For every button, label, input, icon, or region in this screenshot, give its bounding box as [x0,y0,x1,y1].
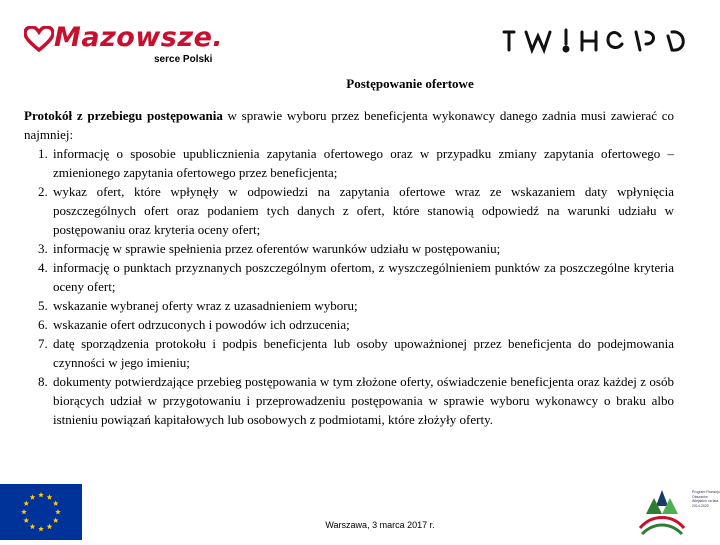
prow-caption: Program Rozwoju Obszarów Wiejskich na lata 2014-2020 [692,490,720,508]
prow-emblem-icon [632,484,692,540]
list-item: 1. informację o sposobie upublicznienia zapytania ofertowego oraz w przypadku zmiany zapytania ofertowego – zmienionego zapytania ofertowego przez beneficjenta; [51,144,674,182]
eu-star [55,509,61,514]
eu-flag-logo [0,484,82,540]
eu-star [30,524,36,529]
logo-tagline: serce Polski [154,54,213,65]
eu-star [21,509,27,514]
eu-star [53,518,59,523]
list-item: 5. wskazanie wybranej oferty wraz z uzasadnieniem wyboru; [51,296,674,315]
prow-logo [632,484,720,540]
list-item: 4. informację o punktach przyznanych poszczególnym ofertom, z wyszczególnieniem punktów za poszczególne kryteria oceny ofert; [51,258,674,296]
requirements-list [24,144,674,429]
list-item: 8. dokumenty potwierdzające przebieg postępowania w tym złożone oferty, oświadczenie beneficjenta oraz każdej z osób biorących udział w przygotowaniu i przeprowadzeniu postępowania w sprawie wyboru wykonawcy o braku albo istnieniu powiązań kapitałowych lub osobowych z podmiotami, które złożyły oferty. [51,372,674,429]
list-item: 7. datę sporządzenia protokołu i podpis beneficjenta lub osoby upoważnionej przez beneficjenta do podejmowania czynności w jego imieniu; [51,334,674,372]
eu-star [47,524,53,529]
footer-date: Warszawa, 3 marca 2017 r. [325,520,435,530]
intro-paragraph [24,106,674,144]
eu-stars-icon [0,484,82,540]
eu-star [47,494,53,499]
mazowsze-logo [24,22,229,66]
eu-star [38,526,44,531]
list-item: 2. wykaz ofert, które wpłynęły w odpowiedzi na zapytania ofertowe wraz ze wskazaniem daty wpłynięcia poszczególnych ofert oraz podaniem tych danych z ofert, które stanowią odpowiedź na warunki udziału w postępowaniu oraz kryteria oceny ofert; [51,182,674,239]
decorative-logo-right [500,26,705,54]
page-title: Postępowanie ofertowe [346,76,474,91]
intro-bold: Protokół z przebiegu postępowania [24,108,223,123]
eu-star [23,518,29,523]
eu-star [30,494,36,499]
list-item: 6. wskazanie ofert odrzuconych i powodów ich odrzucenia; [51,315,674,334]
eu-star [53,501,59,506]
intro-rest: w sprawie wyboru przez beneficjenta wykonawcy danego zadnia musi zawierać co najmniej: [24,108,674,142]
logo-wordmark: Mazowsze. [54,22,224,53]
list-item: 3. informację w sprawie spełnienia przez oferentów warunków udziału w postępowaniu; [51,239,674,258]
eu-star [38,492,44,497]
heart-icon [24,26,54,52]
document-body [24,106,674,429]
eu-star [23,501,29,506]
